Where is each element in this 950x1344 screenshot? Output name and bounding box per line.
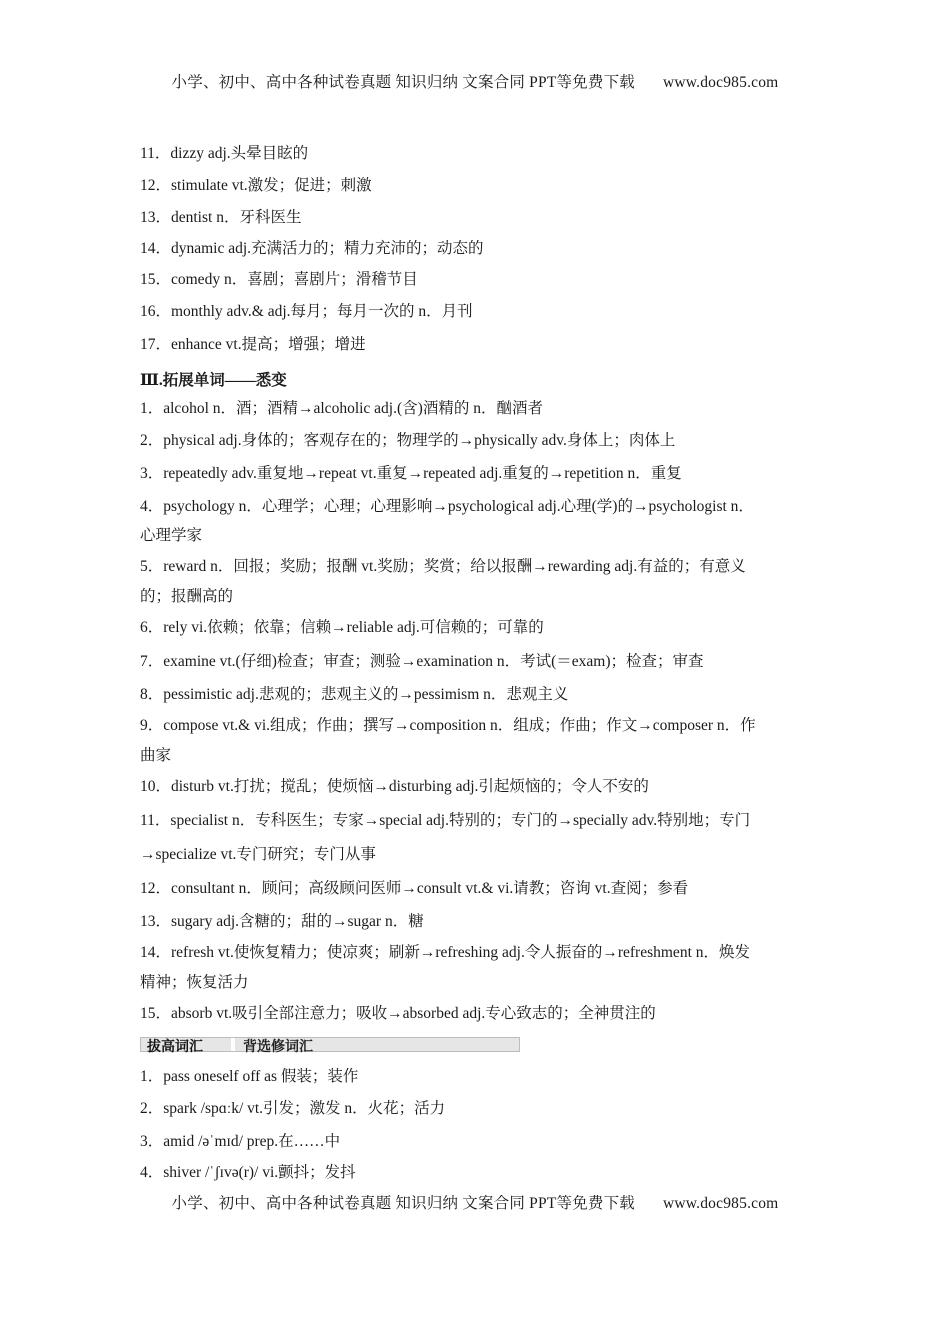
- page-header: [0, 70, 950, 92]
- section-tag-bar: [140, 1037, 520, 1055]
- page-footer: [0, 1191, 950, 1213]
- vocab-line: 17．enhance vt.提高；增强；增进: [140, 336, 366, 353]
- vocab-line: 14．refresh vt.使恢复精力；使凉爽；刷新→refreshing adj.令人振奋的→refreshment n．焕发: [140, 944, 750, 961]
- vocab-line: 4．shiver /ˈʃɪvə(r)/ vi.颤抖；发抖: [140, 1164, 356, 1181]
- vocab-line: 13．dentist n．牙科医生: [140, 209, 302, 226]
- vocab-line: 12．consultant n．顾问；高级顾问医师→consult vt.& vi.请教；咨询 vt.查阅；参看: [140, 880, 689, 897]
- vocab-line: 曲家: [140, 747, 172, 764]
- vocab-line: 14．dynamic adj.充满活力的；精力充沛的；动态的: [140, 240, 484, 257]
- vocab-line: 4．psychology n．心理学；心理；心理影响→psychological adj.心理(学)的→psychologist n．: [140, 498, 754, 515]
- vocab-line: 精神；恢复活力: [140, 974, 249, 991]
- vocab-line: 的；报酬高的: [140, 588, 234, 605]
- vocab-line: 16．monthly adv.& adj.每月；每月一次的 n．月刊: [140, 303, 473, 320]
- vocab-line: 心理学家: [140, 527, 203, 544]
- vocab-line: 11．dizzy adj.头晕目眩的: [140, 145, 309, 162]
- footer-url[interactable]: www.doc985.com: [662, 1195, 779, 1212]
- vocab-line: 1．pass oneself off as 假装；装作: [140, 1068, 359, 1085]
- vocab-line: 7．examine vt.(仔细)检查；审查；测验→examination n．考试(＝exam)；检查；审查: [140, 653, 704, 670]
- header-text: 小学、初中、高中各种试卷真题 知识归纳 文案合同 PPT等免费下载: [171, 74, 635, 91]
- vocab-line: 6．rely vi.依赖；依靠；信赖→reliable adj.可信赖的；可靠的: [140, 619, 544, 636]
- vocab-line: 11．specialist n．专科医生；专家→special adj.特别的；专门的→specially adv.特别地；专门: [140, 812, 751, 829]
- vocab-line: 15．comedy n．喜剧；喜剧片；滑稽节目: [140, 271, 418, 288]
- vocab-line: 2．spark /spɑːk/ vt.引发；激发 n．火花；活力: [140, 1100, 446, 1117]
- vocab-line: 15．absorb vt.吸引全部注意力；吸收→absorbed adj.专心致志的；全神贯注的: [140, 1005, 656, 1022]
- vocab-line: 10．disturb vt.打扰；搅乱；使烦恼→disturbing adj.引起烦恼的；令人不安的: [140, 778, 649, 795]
- vocab-line: 9．compose vt.& vi.组成；作曲；撰写→composition n．组成；作曲；作文→composer n．作: [140, 717, 756, 734]
- vocab-line: 3．repeatedly adv.重复地→repeat vt.重复→repeated adj.重复的→repetition n．重复: [140, 465, 682, 482]
- vocab-line: 1．alcohol n．酒；酒精→alcoholic adj.(含)酒精的 n．酗酒者: [140, 400, 543, 417]
- vocab-line: 8．pessimistic adj.悲观的；悲观主义的→pessimism n．悲观主义: [140, 686, 569, 703]
- tag-divider: [231, 1038, 235, 1051]
- section-tag-label: 拔高词汇: [147, 1039, 203, 1055]
- vocab-line: 12．stimulate vt.激发；促进；刺激: [140, 177, 372, 194]
- vocab-line: 2．physical adj.身体的；客观存在的；物理学的→physically adv.身体上；肉体上: [140, 432, 676, 449]
- vocab-line: 5．reward n．回报；奖励；报酬 vt.奖励；奖赏；给以报酬→rewarding adj.有益的；有意义: [140, 558, 746, 575]
- header-url[interactable]: www.doc985.com: [662, 74, 779, 91]
- section-title: Ⅲ.拓展单词——悉变: [140, 372, 287, 389]
- vocab-line: 13．sugary adj.含糖的；甜的→sugar n．糖: [140, 913, 424, 930]
- footer-text: 小学、初中、高中各种试卷真题 知识归纳 文案合同 PPT等免费下载: [171, 1195, 635, 1212]
- vocab-line: 3．amid /əˈmɪd/ prep.在……中: [140, 1133, 341, 1150]
- section-tag-sublabel: 背选修词汇: [243, 1039, 313, 1055]
- vocab-line: →specialize vt.专门研究；专门从事: [140, 846, 376, 863]
